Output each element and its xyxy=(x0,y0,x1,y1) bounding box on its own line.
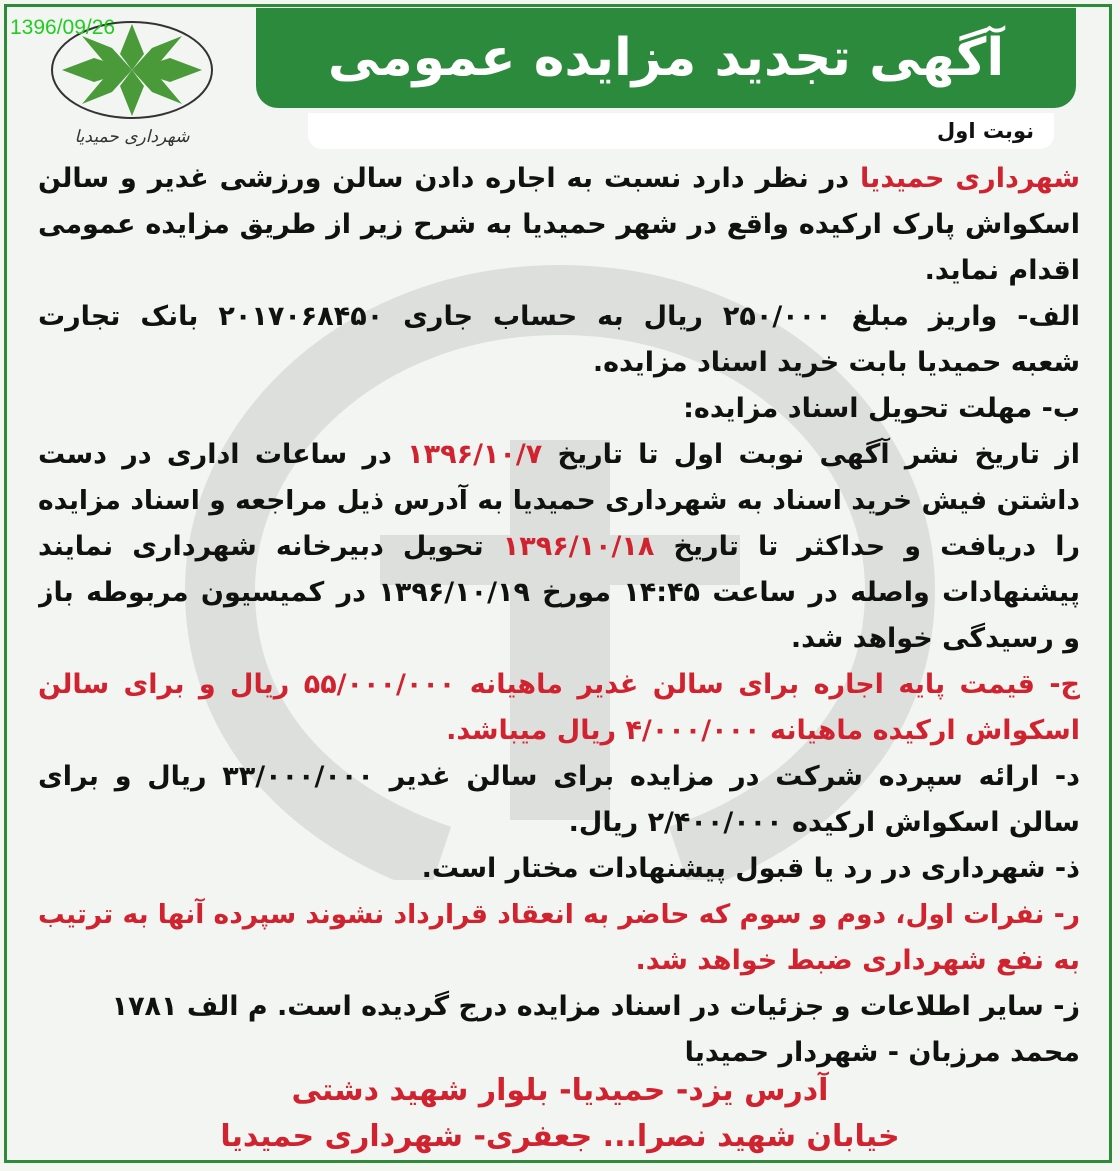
subtitle: نوبت اول xyxy=(937,119,1034,143)
be-line-4: پیشنهادات واصله در ساعت ۱۴:۴۵ مورخ ۱۳۹۶/۱۰/۱۹ در کمیسیون مربوطه باز xyxy=(38,577,1080,608)
dal-line-1: د- ارائه سپرده شرکت در مزایده برای سالن غدیر ۳۳/۰۰۰/۰۰۰ ریال و برای xyxy=(38,761,1080,792)
be-line-1: از تاریخ نشر آگهی نوبت اول تا تاریخ ۱۳۹۶/۱۰/۷ در ساعات اداری در دست xyxy=(38,439,1080,470)
alef-line-1: الف- واریز مبلغ ۲۵۰/۰۰۰ ریال به حساب جاری ۲۰۱۷۰۶۸۴۵۰ بانک تجارت xyxy=(38,301,1080,332)
jim-line-2: اسکواش ارکیده ماهیانه ۴/۰۰۰/۰۰۰ ریال میباشد. xyxy=(446,715,1080,746)
re-line-1: ر- نفرات اول، دوم و سوم که حاضر به انعقاد قرارداد نشوند سپرده آنها به ترتیب xyxy=(38,899,1080,930)
address-line-1: آدرس یزد- حمیدیا- بلوار شهید دشتی xyxy=(291,1073,829,1108)
intro-line-1: شهرداری حمیدیا در نظر دارد نسبت به اجاره دادن سالن ورزشی غدیر و سالن xyxy=(38,163,1080,194)
signature: محمد مرزبان - شهردار حمیدیا xyxy=(684,1037,1080,1068)
jim-line-1: ج- قیمت پایه اجاره برای سالن غدیر ماهیانه ۵۵/۰۰۰/۰۰۰ ریال و برای سالن xyxy=(38,669,1080,700)
dal-line-2: سالن اسکواش ارکیده ۲/۴۰۰/۰۰۰ ریال. xyxy=(568,807,1080,838)
deadline-date-2: ۱۳۹۶/۱۰/۱۸ xyxy=(502,531,655,562)
be-heading: ب- مهلت تحویل اسناد مزایده: xyxy=(683,393,1080,424)
page-title: آگهی تجدید مزایده عمومی xyxy=(327,28,1005,88)
be-line-2: داشتن فیش خرید اسناد به شهرداری حمیدیا به آدرس ذیل مراجعه و اسناد مزایده xyxy=(38,485,1080,516)
re-line-2: به نفع شهرداری ضبط خواهد شد. xyxy=(635,945,1080,976)
alef-line-2: شعبه حمیدیا بابت خرید اسناد مزایده. xyxy=(592,347,1080,378)
logo-caption: شهرداری حمیدیا xyxy=(74,127,190,147)
address-line-2: خیابان شهید نصرا... جعفری- شهرداری حمیدیا xyxy=(220,1119,900,1154)
deadline-date-1: ۱۳۹۶/۱۰/۷ xyxy=(407,439,543,470)
ze-line-1: ز- سایر اطلاعات و جزئیات در اسناد مزایده درج گردیده است. م الف ۱۷۸۱ xyxy=(111,991,1080,1022)
intro-line-3: اقدام نماید. xyxy=(924,255,1080,286)
be-line-5: و رسیدگی خواهد شد. xyxy=(790,623,1080,654)
be-line-3: را دریافت و حداکثر تا تاریخ ۱۳۹۶/۱۰/۱۸ تحویل دبیرخانه شهرداری نمایند xyxy=(38,531,1080,562)
zal-line-1: ذ- شهرداری در رد یا قبول پیشنهادات مختار است. xyxy=(421,853,1080,884)
subtitle-bar xyxy=(308,113,1054,149)
org-name: شهرداری حمیدیا xyxy=(860,163,1080,194)
notice-body xyxy=(38,156,1080,1076)
date-stamp: 1396/09/26 xyxy=(10,16,116,39)
intro-line-2: اسکواش پارک ارکیده واقع در شهر حمیدیا به شرح زیر از طریق مزایده عمومی xyxy=(38,209,1080,240)
address-block xyxy=(0,1068,1120,1160)
header-banner xyxy=(256,8,1076,108)
